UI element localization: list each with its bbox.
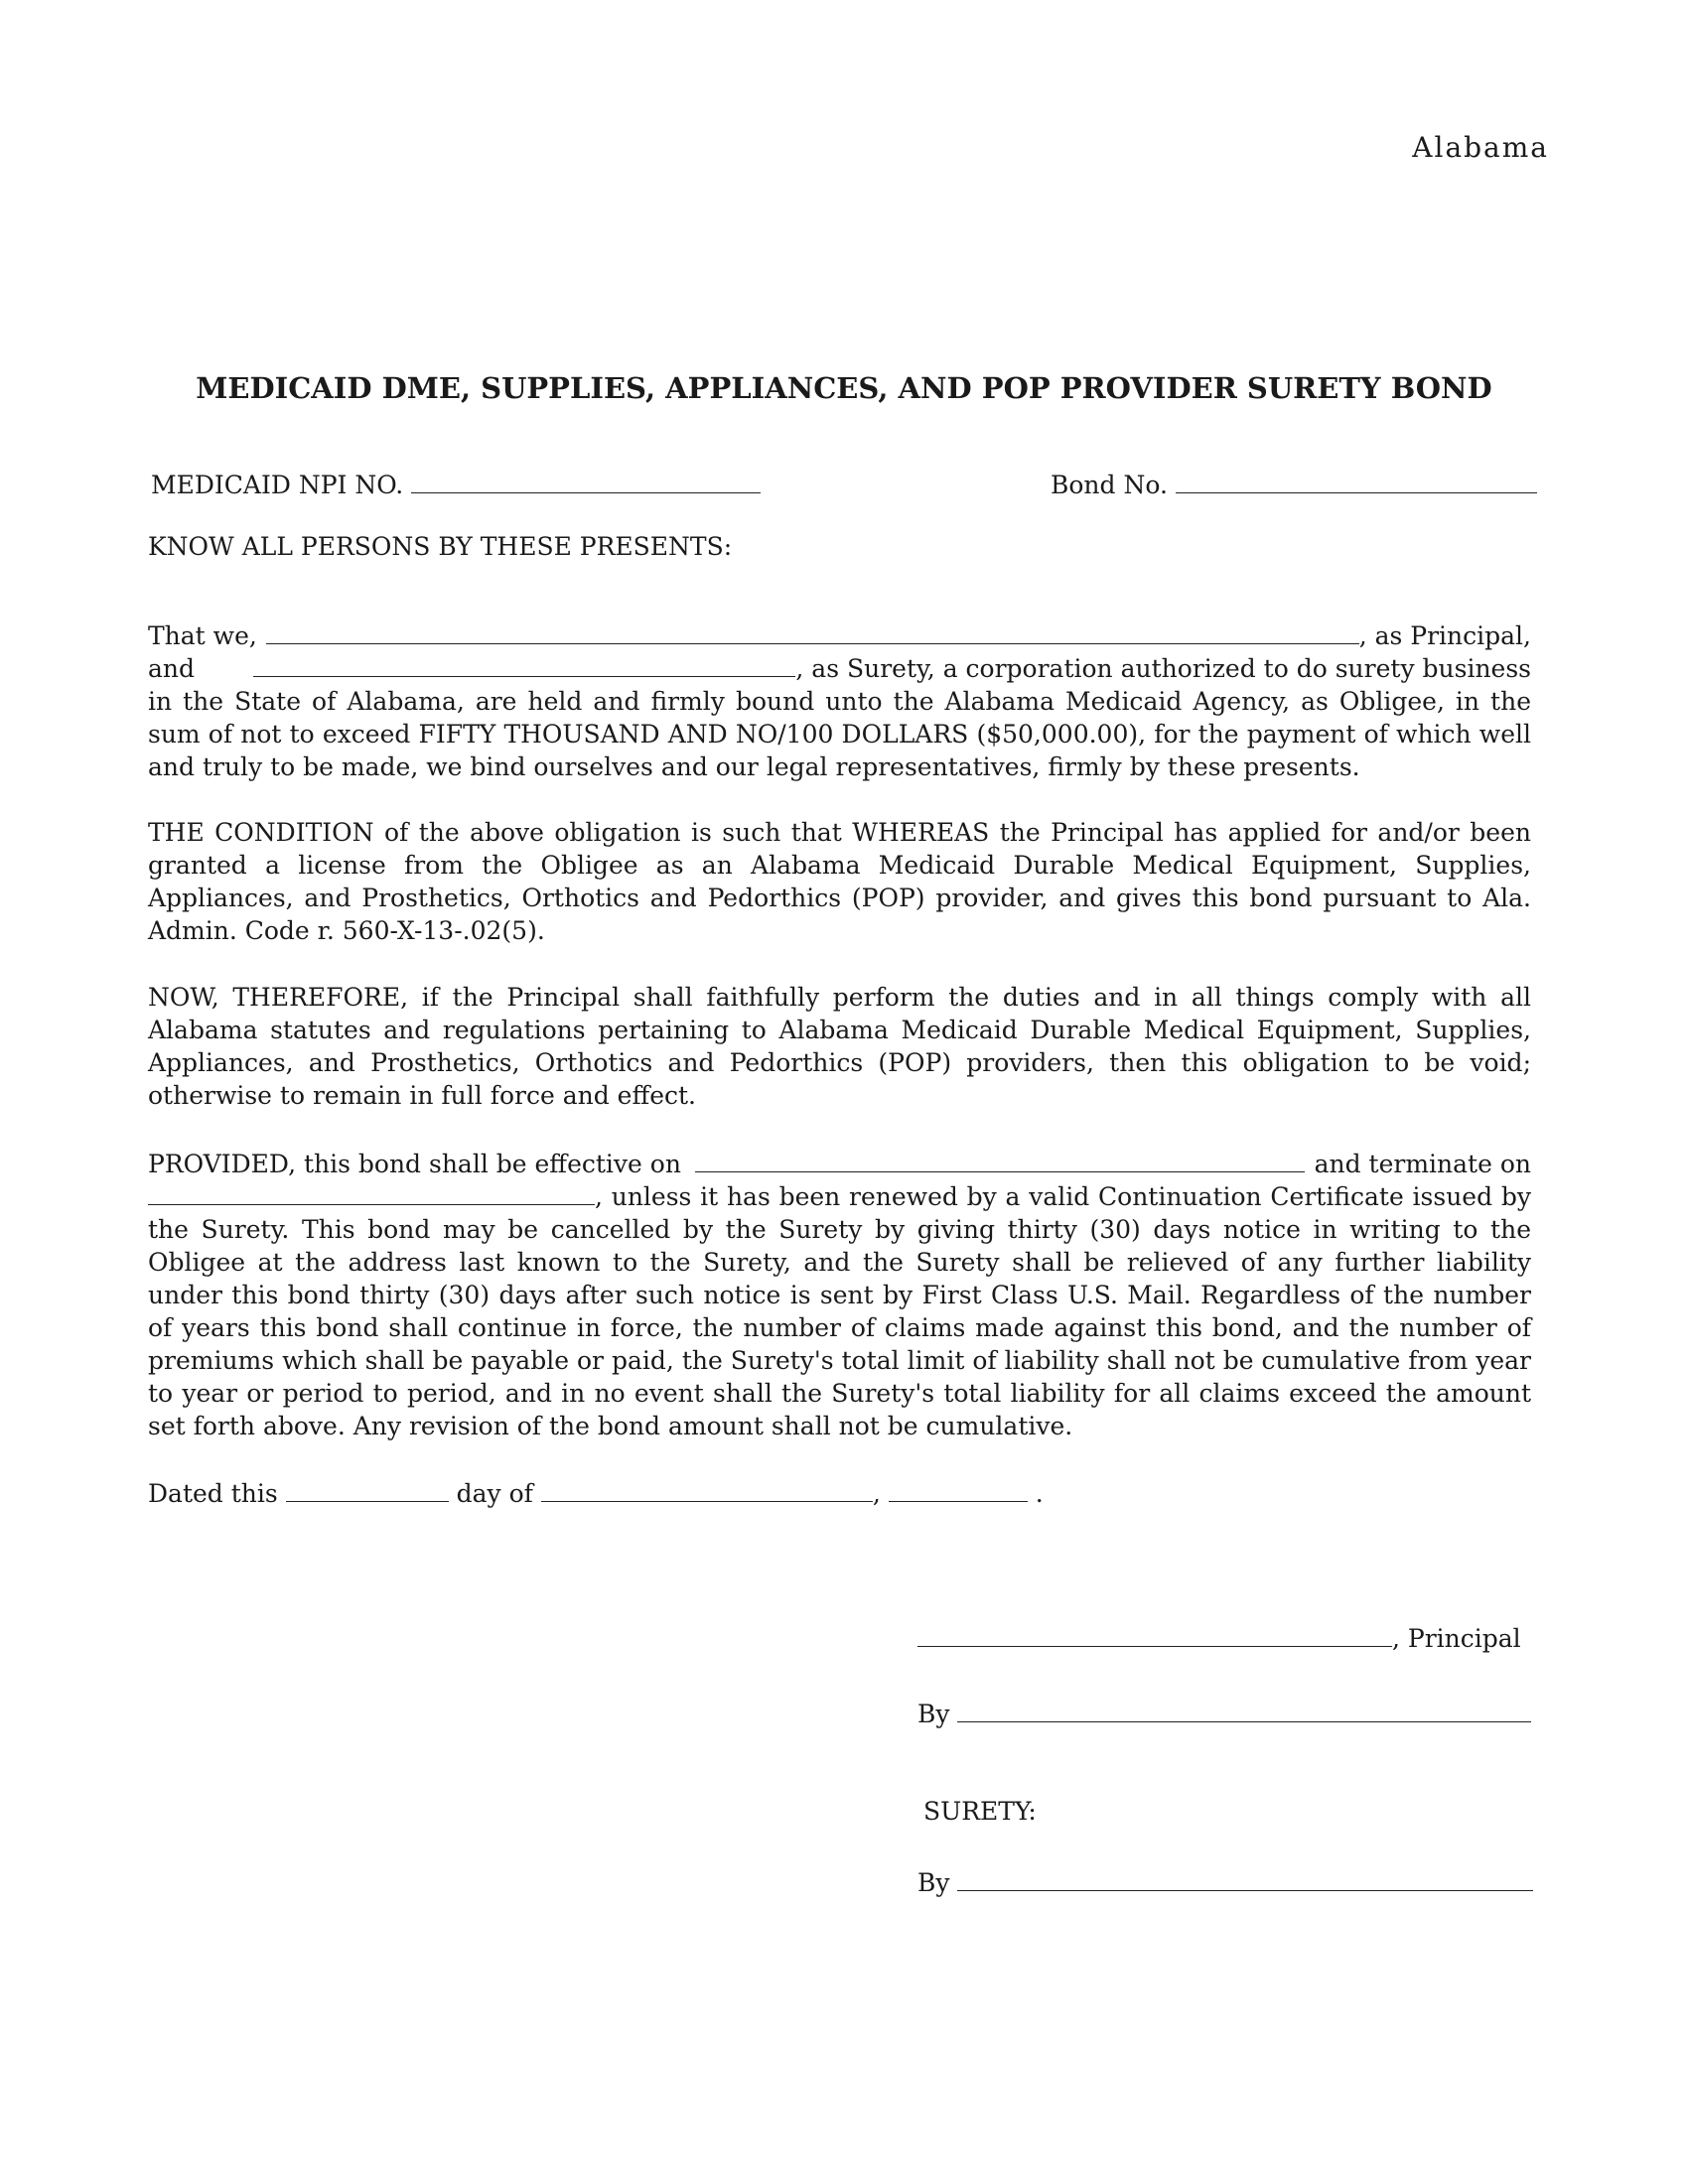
surety-label: SURETY:	[923, 1797, 1037, 1826]
by-label: By	[917, 1700, 950, 1728]
effective-date-line[interactable]	[695, 1150, 1305, 1172]
npi-field	[151, 471, 761, 499]
paragraph-now-therefore: NOW, THEREFORE, if the Principal shall faithfully perform the duties and in all things comply with all Alabama statutes and regulations pertaining to Alabama Medicaid Durable Medical Equipment, Supplies, Appliances, and Prosthetics, Orthotics and Pedorthics (POP) providers, then this obligation to be void; otherwise to remain in full force and effect.	[148, 983, 1531, 1110]
effective-row	[148, 1148, 1531, 1180]
dated-this-text: Dated this	[148, 1479, 278, 1508]
day-of-text: day of	[456, 1479, 533, 1508]
principal-label: , Principal	[1392, 1624, 1521, 1653]
know-all-heading: KNOW ALL PERSONS BY THESE PRESENTS:	[148, 532, 733, 561]
and-text: and	[148, 654, 196, 683]
npi-input-line[interactable]	[411, 471, 761, 493]
terminate-on-text: and terminate on	[1314, 1150, 1531, 1178]
dated-day-line[interactable]	[286, 1479, 449, 1502]
paragraph-obligation	[148, 619, 1531, 783]
paragraph-provided	[148, 1148, 1531, 1442]
principal-name-line[interactable]	[266, 621, 1359, 644]
principal-signature-line[interactable]	[917, 1624, 1392, 1647]
bond-no-label: Bond No.	[1051, 471, 1168, 499]
document-title: MEDICAID DME, SUPPLIES, APPLIANCES, AND POP PROVIDER SURETY BOND	[196, 371, 1492, 405]
surety-by-line[interactable]	[957, 1868, 1533, 1891]
as-surety-text: , as Surety, a corporation authorized to do surety business	[795, 654, 1531, 683]
principal-by-signature	[917, 1700, 1531, 1728]
dated-year-line[interactable]	[889, 1479, 1028, 1502]
terminate-row	[148, 1180, 1531, 1213]
as-principal-text: , as Principal,	[1358, 621, 1531, 650]
provided-rest: the Surety. This bond may be cancelled by the Surety by giving thirty (30) days notice in writing to the Obligee at the address last known to the Surety, and the Surety shall be relieved of any further liability under this bond thirty (30) days after such notice is sent by First Class U.S. Mail. Regardless of the number of years this bond shall continue in force, the number of claims made against this bond, and the number of premiums which shall be payable or paid, the Surety's total limit of liability shall not be cumulative from year to year or period to period, and in no event shall the Surety's total liability for all claims exceed the amount set forth above. Any revision of the bond amount shall not be cumulative.	[148, 1215, 1531, 1440]
dated-month-line[interactable]	[541, 1479, 873, 1502]
bond-no-field	[1051, 471, 1537, 499]
dated-line	[148, 1479, 1044, 1508]
surety-row	[148, 652, 1531, 685]
principal-signature	[917, 1624, 1521, 1653]
paragraph-condition: THE CONDITION of the above obligation is such that WHEREAS the Principal has applied for and/or been granted a license from the Obligee as an Alabama Medicaid Durable Medical Equipment, Supplies, Appliances, and Prosthetics, Orthotics and Pedorthics (POP) provider, and gives this bond pursuant to Ala. Admin. Code r. 560-X-13-.02(5).	[148, 818, 1531, 945]
npi-label: MEDICAID NPI NO.	[151, 471, 404, 499]
bond-no-input-line[interactable]	[1176, 471, 1537, 493]
principal-by-line[interactable]	[957, 1700, 1531, 1722]
effective-on-text: PROVIDED, this bond shall be effective on	[148, 1150, 681, 1178]
surety-by-signature	[917, 1868, 1533, 1897]
state-label: Alabama	[1412, 131, 1549, 164]
surety-name-line[interactable]	[253, 654, 795, 677]
principal-row	[148, 619, 1531, 652]
by-label-surety: By	[917, 1868, 950, 1897]
unless-text: , unless it has been renewed by a valid Continuation Certificate issued by	[595, 1182, 1531, 1211]
terminate-date-line[interactable]	[148, 1182, 595, 1205]
that-we-text: That we,	[148, 621, 257, 650]
dated-period: .	[1035, 1479, 1044, 1508]
obligation-rest: in the State of Alabama, are held and firmly bound unto the Alabama Medicaid Agency, as Obligee, in the sum of not to exceed FIFTY THOUSAND AND NO/100 DOLLARS ($50,000.00), for the payment of which well and truly to be made, we bind ourselves and our legal representatives, firmly by these presents.	[148, 687, 1531, 781]
dated-comma: ,	[872, 1479, 881, 1508]
